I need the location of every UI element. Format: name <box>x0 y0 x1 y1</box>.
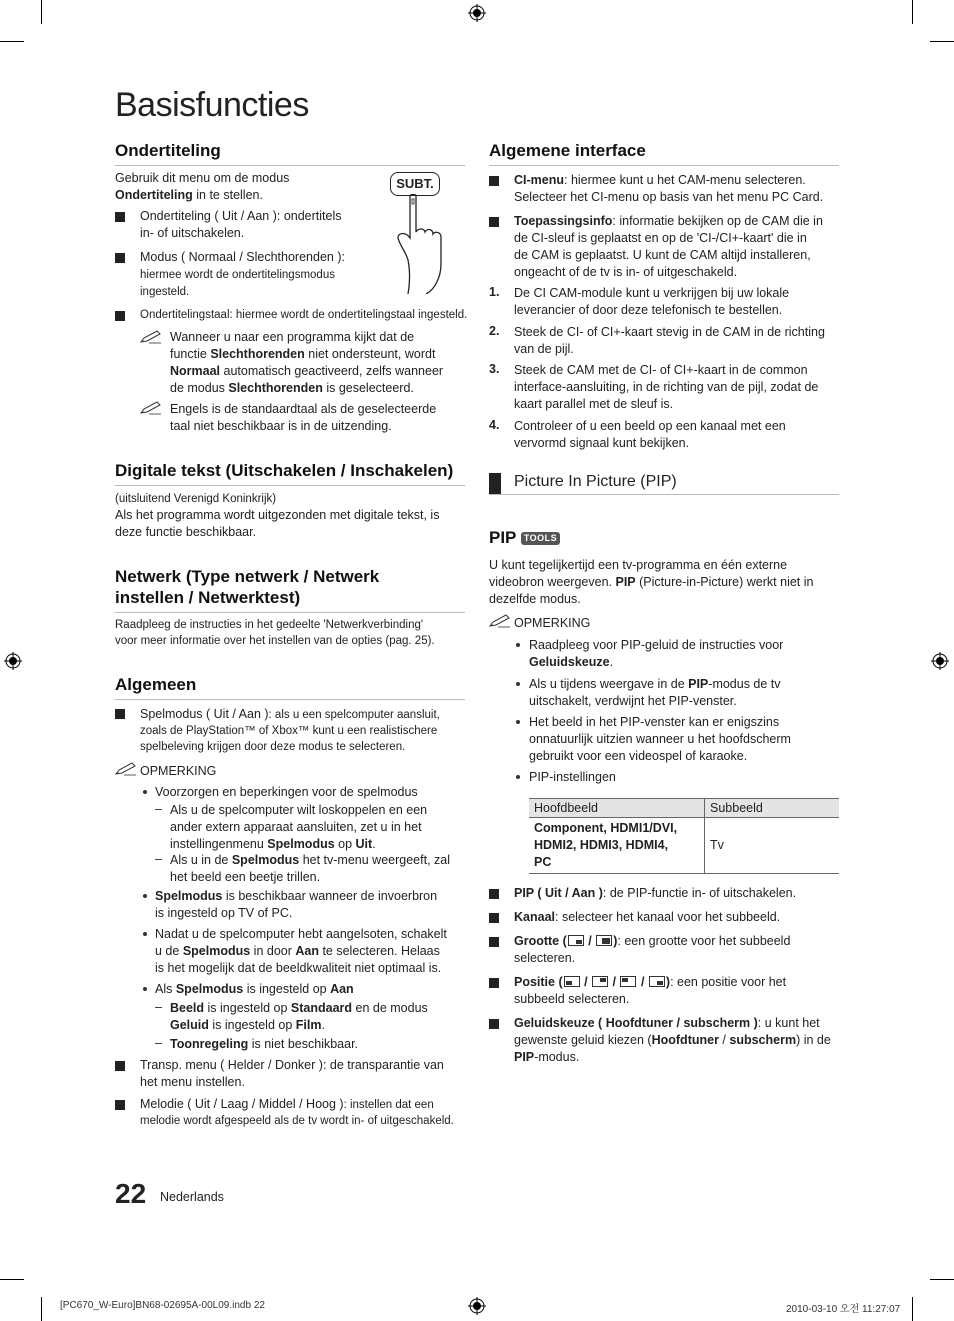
opmerking-label: OPMERKING <box>140 764 217 778</box>
crop-mark <box>930 41 954 42</box>
size-small-icon <box>568 935 584 946</box>
position-top-right-icon <box>592 976 608 987</box>
ondertiteling-note-2: Engels is de standaardtaal als de geselecteerde taal niet beschikbaar is in de uitzending. <box>170 402 437 433</box>
ondertiteling-item-1: Ondertiteling ( Uit / Aan ): ondertitels in- of uitschakelen. <box>140 209 342 240</box>
bullet-square <box>489 889 499 899</box>
table-cell: Component, HDMI1/DVI, HDMI2, HDMI3, HDMI4, PC <box>529 818 705 874</box>
position-bottom-right-icon <box>649 976 665 987</box>
table-header: Subbeeld <box>705 799 840 818</box>
table-cell: Tv <box>705 818 840 874</box>
algemeen-bullet-3: Nadat u de spelcomputer hebt aangelsoten, schakelt u de Spelmodus in door Aan te selecteren. Helaas is het mogelijk dat de beeldkwaliteit niet optimaal is. <box>155 927 447 975</box>
position-top-left-icon <box>620 976 636 987</box>
bullet-square <box>489 978 499 988</box>
registration-mark-icon <box>468 1297 486 1315</box>
algemeen-bullet-1: Voorzorgen en beperkingen voor de spelmodus <box>155 785 418 799</box>
bullet-square <box>115 311 125 321</box>
bullet-square <box>115 253 125 263</box>
step-number: 3. <box>489 362 500 376</box>
ci-menu-item: CI-menu: hiermee kunt u het CAM-menu selecteren. Selecteer het CI-menu op basis van het menu PC Card. <box>514 173 824 204</box>
size-large-icon <box>596 935 612 946</box>
dash-marker: – <box>155 1000 162 1014</box>
bullet-square <box>115 1100 125 1110</box>
pip-settings-table <box>529 798 839 874</box>
subt-remote-illustration <box>388 170 444 294</box>
bullet-square <box>489 913 499 923</box>
note-pencil-icon <box>140 401 162 415</box>
pip-opmerking-label: OPMERKING <box>514 616 591 630</box>
bullet-dot <box>516 643 520 647</box>
pip-bullet-1: Raadpleeg voor PIP-geluid de instructies voor Geluidskeuze. <box>529 638 784 669</box>
bullet-square <box>115 1061 125 1071</box>
registration-mark-icon <box>468 4 486 22</box>
step-number: 2. <box>489 324 500 338</box>
crop-mark <box>912 1297 913 1321</box>
subt-button-icon: SUBT. <box>390 172 440 196</box>
bullet-dot <box>143 790 147 794</box>
registration-mark-icon <box>931 652 949 670</box>
table-row <box>529 818 839 874</box>
section-heading-digitale-tekst: Digitale tekst (Uitschakelen / Inschakelen) <box>115 460 465 486</box>
dash-marker: – <box>155 852 162 866</box>
algemeen-dash-4: Toonregeling is niet beschikbaar. <box>170 1037 359 1051</box>
table-header: Hoofdbeeld <box>529 799 705 818</box>
pip-item-geluidskeuze: Geluidskeuze ( Hoofdtuner / subscherm ): u kunt het gewenste geluid kiezen (Hoofdtuner / subscherm) in de PIP-modus. <box>514 1016 831 1064</box>
bullet-square <box>489 176 499 186</box>
crop-mark <box>930 1279 954 1280</box>
pip-section-title: Picture In Picture (PIP) <box>514 473 677 490</box>
footer-date-info: 2010-03-10 오전 11:27:07 <box>786 1304 901 1315</box>
bullet-dot <box>143 894 147 898</box>
bullet-square <box>489 217 499 227</box>
bullet-dot <box>516 720 520 724</box>
crop-mark <box>41 1297 42 1321</box>
position-bottom-left-icon <box>564 976 580 987</box>
step-number: 4. <box>489 418 500 432</box>
crop-mark <box>912 0 913 24</box>
spelmodus-item: Spelmodus ( Uit / Aan ): als u een spelcomputer aansluit, zoals de PlayStation™ of Xbox™ kunt u een realistischere spelbeleving krijgen door deze modus te selecteren. <box>140 707 440 753</box>
hand-pointer-icon <box>388 194 444 294</box>
table-header-row <box>529 799 839 818</box>
algemeen-dash-2: Als u in de Spelmodus het tv-menu weergeeft, zal het beeld een beetje trillen. <box>170 853 450 884</box>
pip-bullet-3: Het beeld in het PIP-venster kan er enigszins onnatuurlijk uitzien wanneer u het hoofdscherm gebruikt voor een videospel of karaoke. <box>529 715 791 763</box>
note-pencil-icon <box>115 762 137 776</box>
step-3-text: Steek de CAM met de CI- of CI+-kaart in de common interface-aansluiting, in de richting van de pijl, zodat de kaart parallel met de sleuf is. <box>514 363 819 411</box>
bullet-dot <box>143 987 147 991</box>
bullet-square <box>115 709 125 719</box>
pip-item-2: Kanaal: selecteer het kanaal voor het subbeeld. <box>514 910 781 924</box>
ondertiteling-intro: Gebruik dit menu om de modus Ondertiteling in te stellen. <box>115 171 290 202</box>
netwerk-body: Raadpleeg de instructies in het gedeelte 'Netwerkverbinding' voor meer informatie over het instellen van de opties (pag. 25). <box>115 619 435 647</box>
dash-marker: – <box>155 1036 162 1050</box>
section-heading-netwerk: Netwerk (Type netwerk / Netwerk instellen / Netwerktest) <box>115 566 465 613</box>
bullet-square <box>489 1019 499 1029</box>
step-1-text: De CI CAM-module kunt u verkrijgen bij uw lokale leverancier of door deze telefonisch te bestellen. <box>514 286 790 317</box>
step-number: 1. <box>489 285 500 299</box>
pip-bullet-2: Als u tijdens weergave in de PIP-modus de tv uitschakelt, verdwijnt het PIP-venster. <box>529 677 781 708</box>
algemeen-bullet-4: Als Spelmodus is ingesteld op Aan <box>155 982 354 996</box>
melodie-item: Melodie ( Uit / Laag / Middel / Hoog ): instellen dat een melodie wordt afgespeeld als de tv wordt in- of uitgeschakeld. <box>140 1097 454 1127</box>
footer-language: Nederlands <box>160 1190 224 1204</box>
pip-bullet-4: PIP-instellingen <box>529 770 616 784</box>
algemeen-dash-3: Beeld is ingesteld op Standaard en de modus Geluid is ingesteld op Film. <box>170 1001 428 1032</box>
bullet-dot <box>143 932 147 936</box>
page-title: Basisfuncties <box>115 86 309 124</box>
section-heading-algemeen: Algemeen <box>115 674 465 700</box>
digitale-tekst-body: (uitsluitend Verenigd Koninkrijk) Als het programma wordt uitgezonden met digitale tekst, is deze functie beschikbaar. <box>115 493 440 539</box>
crop-mark <box>0 41 24 42</box>
page-number: 22 <box>115 1178 147 1209</box>
dash-marker: – <box>155 802 162 816</box>
ondertiteling-item-3: Ondertitelingstaal: hiermee wordt de ondertitelingstaal ingesteld. <box>140 309 468 321</box>
algemeen-dash-1: Als u de spelcomputer wilt loskoppelen en een ander extern apparaat aansluiten, zet u in het instellingenmenu Spelmodus op Uit. <box>170 803 428 851</box>
pip-item-grootte: Grootte ( / ): een grootte voor het subbeeld selecteren. <box>514 934 791 965</box>
transp-menu-item: Transp. menu ( Helder / Donker ): de transparantie van het menu instellen. <box>140 1058 444 1089</box>
algemeen-bullet-2: Spelmodus is beschikbaar wanneer de invoerbron is ingesteld op TV of PC. <box>155 889 438 920</box>
pip-intro: U kunt tegelijkertijd een tv-programma en één externe videobron weergeven. PIP (Picture-in-Picture) werkt niet in dezelfde modus. <box>489 558 814 606</box>
section-bar-marker <box>489 473 501 494</box>
footer-file-info: [PC670_W-Euro]BN68-02695A-00L09.indb 22 <box>60 1300 265 1311</box>
bullet-dot <box>516 682 520 686</box>
pip-item-1: PIP ( Uit / Aan ): de PIP-functie in- of uitschakelen. <box>514 886 797 900</box>
note-pencil-icon <box>140 330 162 344</box>
bullet-dot <box>516 775 520 779</box>
toepassingsinfo-item: Toepassingsinfo: informatie bekijken op de CAM die in de CI-sleuf is geplaatst en op de 'CI-/CI+-kaart' die in de CAM is geplaatst. U kunt de CAM altijd installeren, ongeacht of de tv is in- of uitgeschakeld. <box>514 214 823 279</box>
step-2-text: Steek de CI- of CI+-kaart stevig in de CAM in de richting van de pijl. <box>514 325 825 356</box>
bullet-square <box>115 212 125 222</box>
registration-mark-icon <box>4 652 22 670</box>
step-4-text: Controleer of u een beeld op een kanaal met een vervormd signaal kunt bekijken. <box>514 419 786 450</box>
bullet-square <box>489 937 499 947</box>
crop-mark <box>0 1279 24 1280</box>
section-heading-algemene-interface: Algemene interface <box>489 140 839 166</box>
note-pencil-icon <box>489 614 511 628</box>
section-heading-ondertiteling: Ondertiteling <box>115 140 465 166</box>
crop-mark <box>41 0 42 24</box>
section-divider <box>489 494 839 495</box>
pip-heading: PIP TOOLS <box>489 527 560 552</box>
tools-badge-icon: TOOLS <box>521 532 560 545</box>
pip-item-positie: Positie ( / / / ): een positie voor het subbeeld selecteren. <box>514 975 787 1006</box>
ondertiteling-item-2: Modus ( Normaal / Slechthorenden ): hiermee wordt de ondertitelingsmodus ingesteld. <box>140 250 345 298</box>
ondertiteling-note-1: Wanneer u naar een programma kijkt dat de functie Slechthorenden niet ondersteunt, wordt Normaal automatisch geactiveerd, zelfs wanneer de modus Slechthorenden is geselecteerd. <box>170 330 444 395</box>
